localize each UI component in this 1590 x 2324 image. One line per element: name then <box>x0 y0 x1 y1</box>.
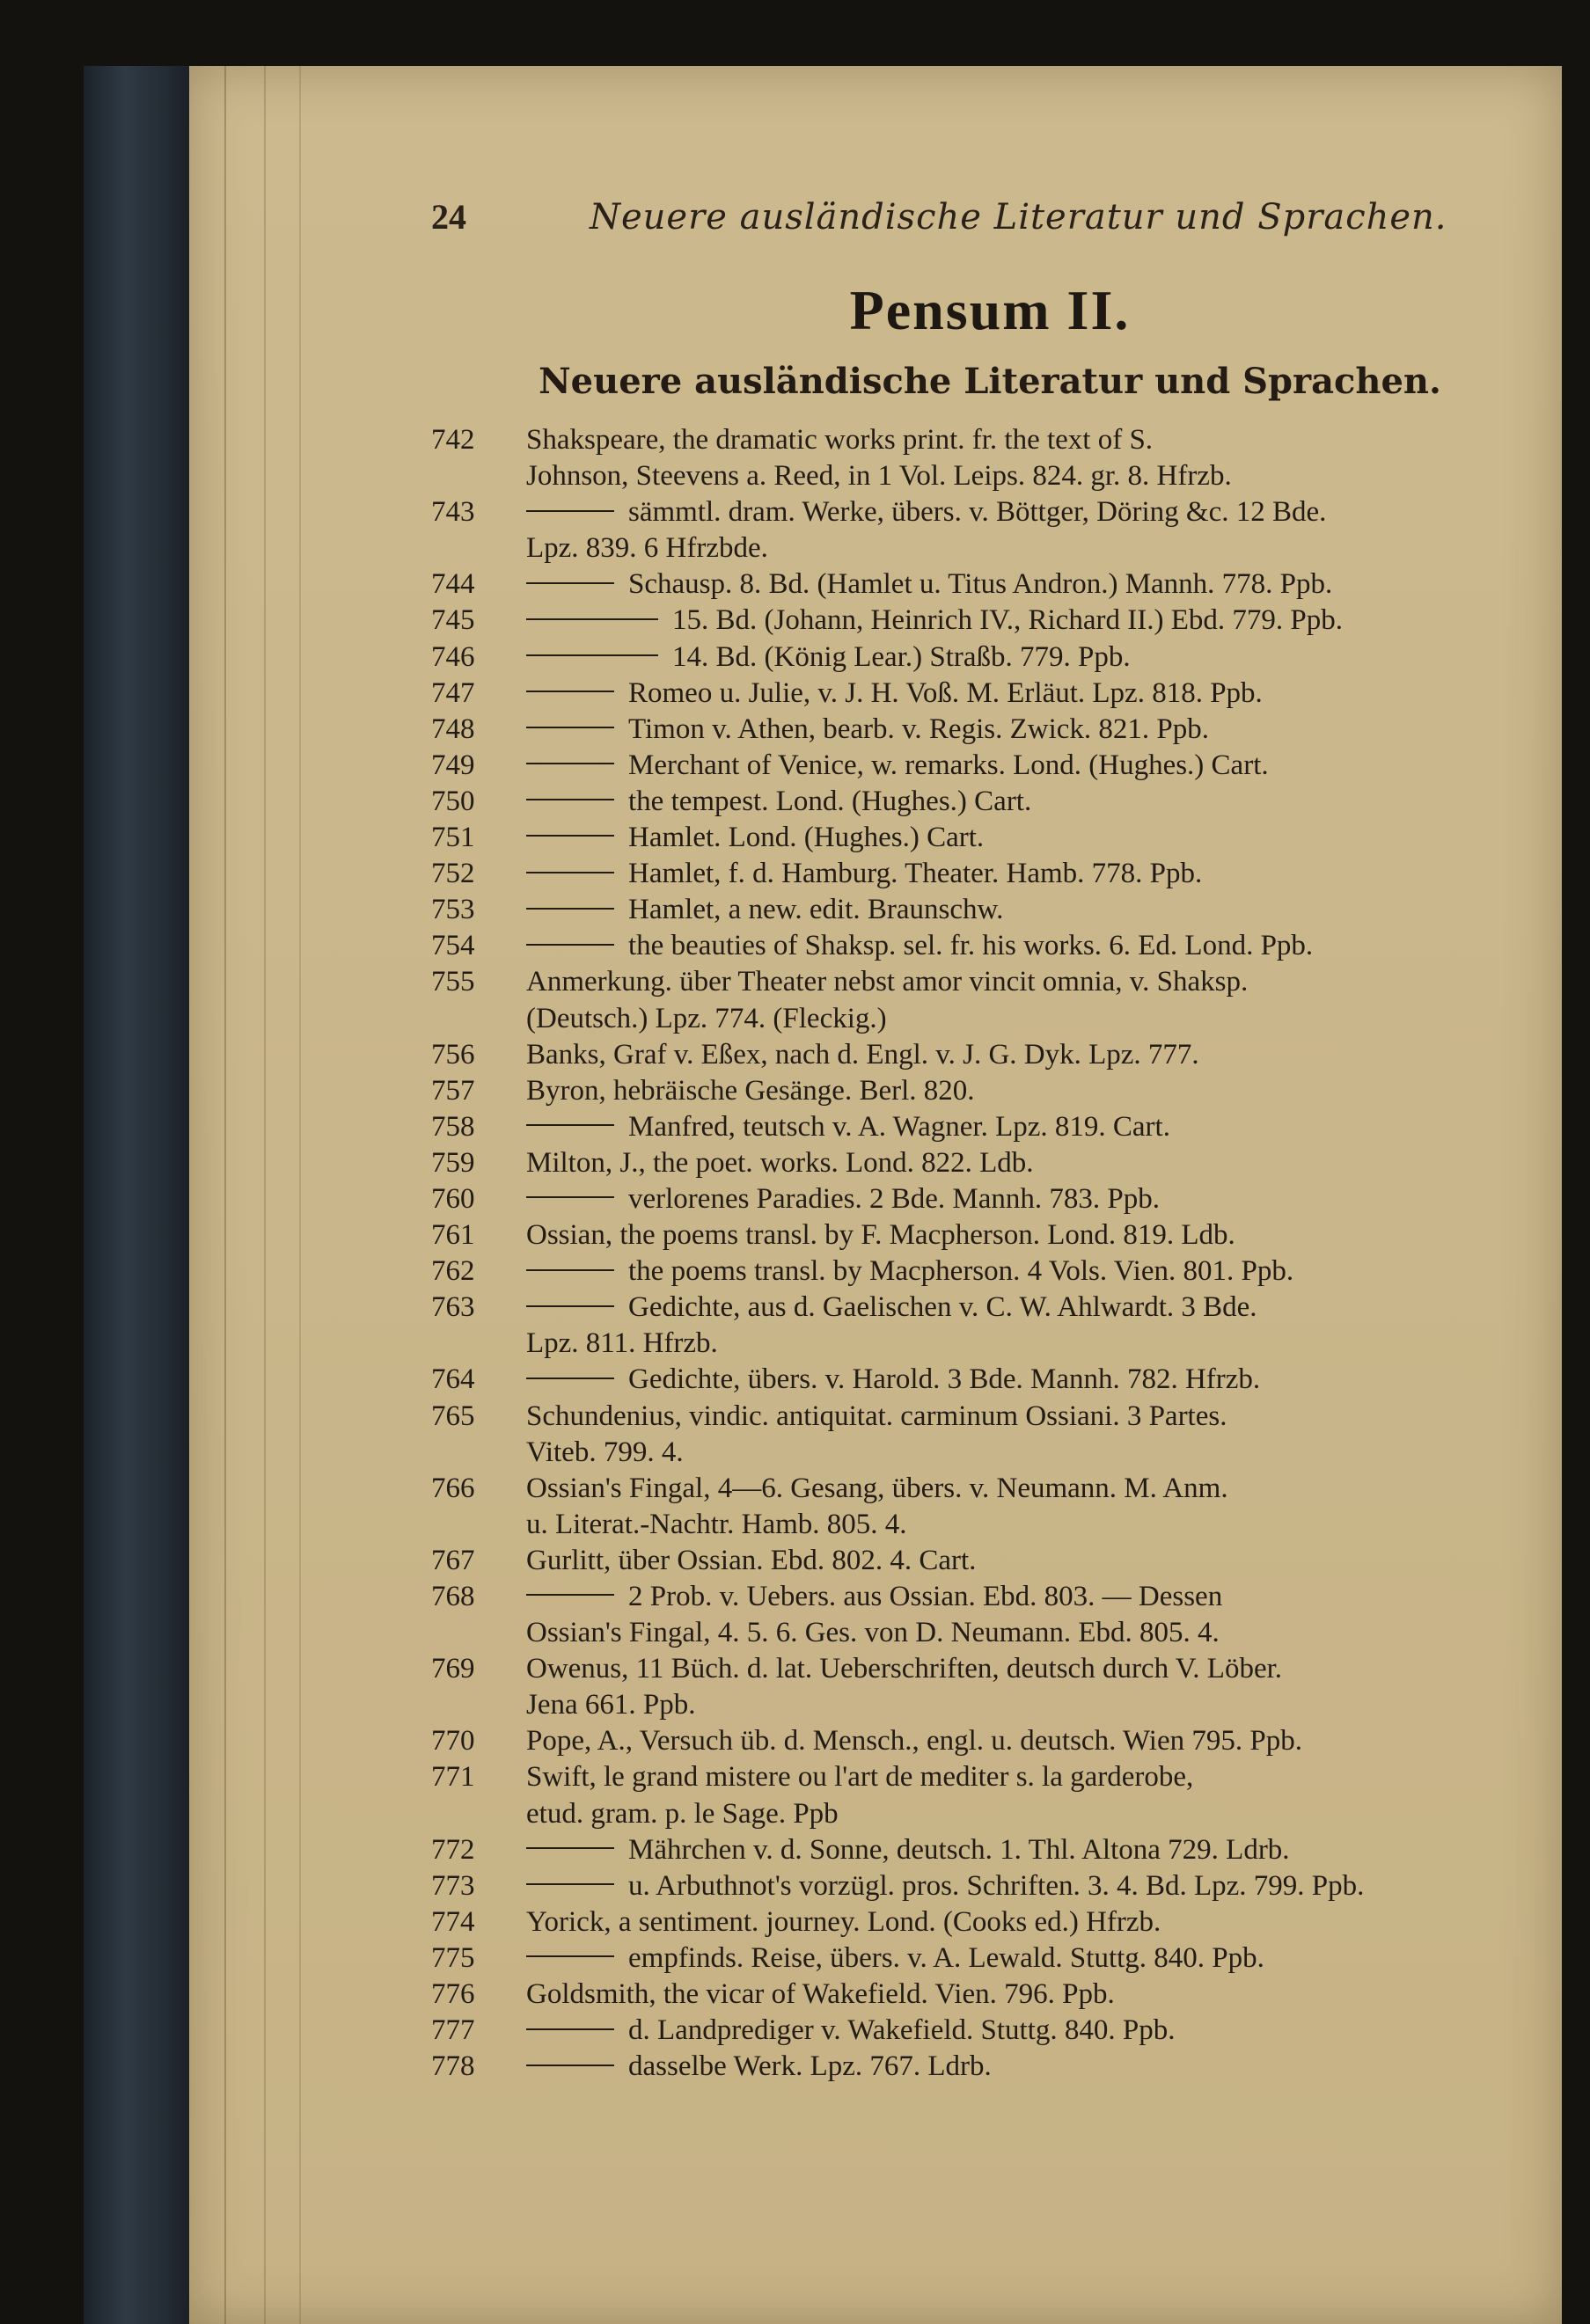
catalog-entry-row <box>431 1435 1540 1471</box>
entry-text: Goldsmith, the vicar of Wakefield. Vien. 796. Ppb. <box>526 1978 1115 2011</box>
entry-number: 744 <box>431 568 475 601</box>
entry-text: Schundenius, vindic. antiquitat. carminum Ossiani. 3 Partes. <box>526 1400 1227 1432</box>
ditto-dash <box>526 510 614 512</box>
catalog-entry-row <box>431 1904 1540 1940</box>
ditto-dash <box>526 1378 614 1379</box>
entry-text: Pope, A., Versuch üb. d. Mensch., engl. u. deutsch. Wien 795. Ppb. <box>526 1725 1302 1758</box>
entry-text-wrap <box>526 1543 1540 1579</box>
entry-number: 758 <box>431 1110 475 1143</box>
entry-text-wrap <box>526 566 1540 603</box>
catalog-entry-row <box>431 2013 1540 2049</box>
catalog-entry-row <box>431 1507 1540 1543</box>
entry-text: Lpz. 811. Hfrzb. <box>526 1327 718 1360</box>
entry-text: Johnson, Steevens a. Reed, in 1 Vol. Leips. 824. gr. 8. Hfrzb. <box>526 460 1232 493</box>
ditto-dash <box>526 2065 614 2066</box>
entry-text: Swift, le grand mistere ou l'art de mediter s. la garderobe, <box>526 1761 1194 1794</box>
entry-text-wrap <box>526 1977 1540 2013</box>
entry-text-wrap <box>526 1651 1540 1687</box>
catalog-entry-row <box>431 1687 1540 1723</box>
entry-text: Ossian, the poems transl. by F. Macpherson. Lond. 819. Ldb. <box>526 1219 1235 1252</box>
page-number: 24 <box>431 197 466 237</box>
entry-text: Mährchen v. d. Sonne, deutsch. 1. Thl. Altona 729. Ldrb. <box>628 1833 1290 1866</box>
ditto-dash <box>526 763 614 764</box>
catalog-entry-row <box>431 1651 1540 1687</box>
entry-text: u. Arbuthnot's vorzügl. pros. Schriften. 3. 4. Bd. Lpz. 799. Ppb. <box>628 1869 1365 1902</box>
ditto-dash <box>526 1955 614 1957</box>
entry-number: 762 <box>431 1255 475 1288</box>
entry-number: 769 <box>431 1653 475 1685</box>
entry-text-wrap <box>526 603 1540 639</box>
catalog-entry-row <box>431 1181 1540 1217</box>
entry-text-wrap <box>526 1326 1540 1362</box>
catalog-entry-row <box>431 712 1540 748</box>
catalog-entry-row <box>431 1290 1540 1326</box>
entry-text-wrap <box>526 1362 1540 1398</box>
entry-text: Viteb. 799. 4. <box>526 1436 684 1468</box>
pensum-heading: Pensum II. <box>849 279 1131 341</box>
section-heading: Neuere ausländische Literatur und Sprachen. <box>539 361 1441 402</box>
entry-number: 772 <box>431 1833 475 1866</box>
entry-number: 742 <box>431 424 475 456</box>
entry-text: Ossian's Fingal, 4. 5. 6. Ges. von D. Neumann. Ebd. 805. 4. <box>526 1617 1220 1649</box>
entry-text-wrap <box>526 1615 1540 1651</box>
entry-text: 2 Prob. v. Uebers. aus Ossian. Ebd. 803. — Dessen <box>628 1581 1223 1612</box>
entry-text-wrap <box>526 1796 1540 1832</box>
catalog-entry-row <box>431 1145 1540 1181</box>
catalog-entry-row <box>431 1253 1540 1290</box>
entry-number: 773 <box>431 1869 475 1902</box>
running-title: Neuere ausländische Literatur und Sprachen. <box>590 197 1447 238</box>
entry-text-wrap <box>526 1723 1540 1759</box>
running-header <box>431 195 1549 239</box>
entry-text: empfinds. Reise, übers. v. A. Lewald. Stuttg. 840. Ppb. <box>628 1941 1264 1974</box>
entry-text: Ossian's Fingal, 4—6. Gesang, übers. v. Neumann. M. Anm. <box>526 1472 1228 1504</box>
entry-number: 746 <box>431 640 475 673</box>
entry-number: 756 <box>431 1038 475 1071</box>
catalog-entry-row <box>431 1723 1540 1759</box>
book-spine <box>84 66 202 2324</box>
catalog-entry-row <box>431 1796 1540 1832</box>
catalog-entry-row <box>431 1543 1540 1579</box>
catalog-entry-row <box>431 1399 1540 1435</box>
ditto-dash <box>526 1883 614 1885</box>
entry-number: 753 <box>431 894 475 926</box>
catalog-entry-row <box>431 928 1540 964</box>
ditto-dash <box>526 1269 614 1271</box>
entry-text: Manfred, teutsch v. A. Wagner. Lpz. 819. Cart. <box>628 1110 1170 1143</box>
ditto-dash <box>526 1594 614 1596</box>
catalog-entry-row <box>431 1615 1540 1651</box>
catalog-entry-row <box>431 422 1540 458</box>
entry-text: Hamlet, f. d. Hamburg. Theater. Hamb. 778. Ppb. <box>628 858 1203 890</box>
entry-number: 752 <box>431 858 475 890</box>
entry-text-wrap <box>526 1579 1540 1615</box>
entry-number: 774 <box>431 1905 475 1938</box>
catalog-entry-row <box>431 748 1540 784</box>
catalog-entry-row <box>431 1832 1540 1868</box>
catalog-entry-row <box>431 784 1540 820</box>
ditto-dash <box>526 799 614 800</box>
entry-number: 761 <box>431 1219 475 1252</box>
ditto-dash <box>526 691 614 692</box>
entry-text: Schausp. 8. Bd. (Hamlet u. Titus Andron.) Mannh. 778. Ppb. <box>628 568 1333 601</box>
entry-text: Owenus, 11 Büch. d. lat. Ueberschriften, deutsch durch V. Löber. <box>526 1653 1283 1685</box>
ditto-dash <box>526 944 614 946</box>
ditto-dash <box>526 1124 614 1126</box>
catalog-entry-row <box>431 1217 1540 1253</box>
entry-number: 759 <box>431 1146 475 1179</box>
entry-text-wrap <box>526 1868 1540 1904</box>
page-edge-line <box>299 66 301 2324</box>
entry-text-wrap <box>526 2013 1540 2049</box>
entry-text: d. Landprediger v. Wakefield. Stuttg. 840. Ppb. <box>628 2014 1176 2047</box>
entry-text: Jena 661. Ppb. <box>526 1689 696 1721</box>
entry-number: 771 <box>431 1761 475 1794</box>
entry-text-wrap <box>526 1290 1540 1326</box>
entry-text: verlorenes Paradies. 2 Bde. Mannh. 783. Ppb. <box>628 1182 1160 1215</box>
entry-text-wrap <box>526 1759 1540 1795</box>
ditto-dash <box>526 618 658 620</box>
entry-number: 748 <box>431 713 475 745</box>
catalog-entry-row <box>431 603 1540 639</box>
entry-text: Shakspeare, the dramatic works print. fr. the text of S. <box>526 424 1154 456</box>
entry-text-wrap <box>526 1832 1540 1868</box>
entry-text: Gedichte, übers. v. Harold. 3 Bde. Mannh. 782. Hfrzb. <box>628 1363 1261 1396</box>
ditto-dash <box>526 835 614 837</box>
ditto-dash <box>526 908 614 910</box>
entry-text: the beauties of Shaksp. sel. fr. his works. 6. Ed. Lond. Ppb. <box>628 930 1314 962</box>
catalog-entry-row <box>431 820 1540 856</box>
entry-text-wrap <box>526 1037 1540 1073</box>
entry-text: dasselbe Werk. Lpz. 767. Ldrb. <box>628 2050 992 2083</box>
entry-number: 763 <box>431 1291 475 1324</box>
page-edge-line <box>224 66 226 2324</box>
entry-number: 768 <box>431 1581 475 1612</box>
entry-text-wrap <box>526 1435 1540 1471</box>
entry-text-wrap <box>526 1687 1540 1723</box>
catalog-entry-row <box>431 1326 1540 1362</box>
catalog-entry-row <box>431 530 1540 566</box>
entry-text-wrap <box>526 1073 1540 1109</box>
ditto-dash <box>526 872 614 873</box>
catalog-entry-row <box>431 566 1540 603</box>
catalog-entry-row <box>431 1001 1540 1037</box>
entry-text-wrap <box>526 1904 1540 1940</box>
entry-text-wrap <box>526 1109 1540 1145</box>
entry-text-wrap <box>526 784 1540 820</box>
entry-text: Lpz. 839. 6 Hfrzbde. <box>526 532 768 565</box>
catalog-entry-row <box>431 458 1540 494</box>
entry-text: Gedichte, aus d. Gaelischen v. C. W. Ahlwardt. 3 Bde. <box>628 1291 1257 1324</box>
entry-number: 760 <box>431 1182 475 1215</box>
entry-number: 755 <box>431 966 475 998</box>
entry-number: 764 <box>431 1363 475 1396</box>
entry-text-wrap <box>526 1001 1540 1037</box>
catalog-entry-row <box>431 1977 1540 2013</box>
entry-text-wrap <box>526 1217 1540 1253</box>
ditto-dash <box>526 654 658 656</box>
catalog-entry-row <box>431 856 1540 892</box>
catalog-entry-row <box>431 1362 1540 1398</box>
entry-number: 770 <box>431 1725 475 1758</box>
entry-text-wrap <box>526 494 1540 530</box>
entry-number: 751 <box>431 822 475 854</box>
entry-text-wrap <box>526 1253 1540 1290</box>
entry-text-wrap <box>526 1940 1540 1977</box>
entry-text: Merchant of Venice, w. remarks. Lond. (Hughes.) Cart. <box>628 749 1269 781</box>
ditto-dash <box>526 2028 614 2030</box>
entry-text: u. Literat.-Nachtr. Hamb. 805. 4. <box>526 1508 907 1540</box>
entry-number: 749 <box>431 749 475 781</box>
entry-text-wrap <box>526 1507 1540 1543</box>
entry-text-wrap <box>526 1145 1540 1181</box>
entry-text-wrap <box>526 1471 1540 1507</box>
entry-text: etud. gram. p. le Sage. Ppb <box>526 1797 839 1830</box>
entry-text: Banks, Graf v. Eßex, nach d. Engl. v. J. G. Dyk. Lpz. 777. <box>526 1038 1199 1071</box>
entry-text-wrap <box>526 639 1540 676</box>
entry-number: 747 <box>431 676 475 709</box>
entry-number: 743 <box>431 496 475 529</box>
ditto-dash <box>526 1196 614 1198</box>
entry-text: 15. Bd. (Johann, Heinrich IV., Richard II.) Ebd. 779. Ppb. <box>672 604 1343 637</box>
catalog-entry-row <box>431 676 1540 712</box>
catalog-entry-row <box>431 1471 1540 1507</box>
entry-text-wrap <box>526 1399 1540 1435</box>
catalog-entry-row <box>431 1109 1540 1145</box>
entry-text: Timon v. Athen, bearb. v. Regis. Zwick. 821. Ppb. <box>628 713 1209 745</box>
catalog-entry-row <box>431 892 1540 928</box>
entry-text-wrap <box>526 748 1540 784</box>
entry-text: 14. Bd. (König Lear.) Straßb. 779. Ppb. <box>672 640 1131 673</box>
catalog-entry-row <box>431 1037 1540 1073</box>
entry-text: the tempest. Lond. (Hughes.) Cart. <box>628 785 1032 817</box>
ditto-dash <box>526 727 614 728</box>
catalog-entry-row <box>431 1759 1540 1795</box>
catalog-entry-row <box>431 1940 1540 1977</box>
entry-text: Milton, J., the poet. works. Lond. 822. Ldb. <box>526 1146 1034 1179</box>
catalog-entry-row <box>431 1579 1540 1615</box>
entry-text: Anmerkung. über Theater nebst amor vincit omnia, v. Shaksp. <box>526 966 1249 998</box>
entry-number: 766 <box>431 1472 475 1504</box>
entry-text-wrap <box>526 928 1540 964</box>
entry-number: 767 <box>431 1544 475 1576</box>
entry-text-wrap <box>526 892 1540 928</box>
entry-number: 776 <box>431 1978 475 2011</box>
entry-text-wrap <box>526 530 1540 566</box>
entry-text-wrap <box>526 422 1540 458</box>
catalog-entry-row <box>431 2049 1540 2085</box>
entry-number: 745 <box>431 604 475 637</box>
catalog-entry-row <box>431 639 1540 676</box>
catalog-entry-row <box>431 1868 1540 1904</box>
entry-number: 750 <box>431 785 475 817</box>
entry-number: 757 <box>431 1074 475 1107</box>
catalog-entry-row <box>431 494 1540 530</box>
entry-number: 777 <box>431 2014 475 2047</box>
entry-text: Gurlitt, über Ossian. Ebd. 802. 4. Cart. <box>526 1544 977 1576</box>
entry-text-wrap <box>526 1181 1540 1217</box>
entry-text: Hamlet, a new. edit. Braunschw. <box>628 894 1004 926</box>
entry-text: Romeo u. Julie, v. J. H. Voß. M. Erläut. Lpz. 818. Ppb. <box>628 676 1263 709</box>
entry-text-wrap <box>526 712 1540 748</box>
ditto-dash <box>526 582 614 584</box>
ditto-dash <box>526 1847 614 1849</box>
entry-text-wrap <box>526 458 1540 494</box>
entry-text-wrap <box>526 676 1540 712</box>
entry-text: Yorick, a sentiment. journey. Lond. (Cooks ed.) Hfrzb. <box>526 1905 1161 1938</box>
catalog-entry-row <box>431 1073 1540 1109</box>
entry-number: 775 <box>431 1941 475 1974</box>
catalog-entries <box>431 422 1540 2085</box>
entry-text-wrap <box>526 856 1540 892</box>
entry-text: sämmtl. dram. Werke, übers. v. Böttger, Döring &c. 12 Bde. <box>628 496 1327 529</box>
entry-text-wrap <box>526 964 1540 1000</box>
entry-number: 778 <box>431 2050 475 2083</box>
entry-number: 754 <box>431 930 475 962</box>
entry-text: the poems transl. by Macpherson. 4 Vols. Vien. 801. Ppb. <box>628 1255 1294 1288</box>
page-edge-line <box>264 66 266 2324</box>
entry-text-wrap <box>526 820 1540 856</box>
entry-number: 765 <box>431 1400 475 1432</box>
entry-text: (Deutsch.) Lpz. 774. (Fleckig.) <box>526 1002 887 1034</box>
catalog-entry-row <box>431 964 1540 1000</box>
entry-text: Byron, hebräische Gesänge. Berl. 820. <box>526 1074 975 1107</box>
entry-text-wrap <box>526 2049 1540 2085</box>
entry-text: Hamlet. Lond. (Hughes.) Cart. <box>628 822 985 854</box>
ditto-dash <box>526 1305 614 1307</box>
